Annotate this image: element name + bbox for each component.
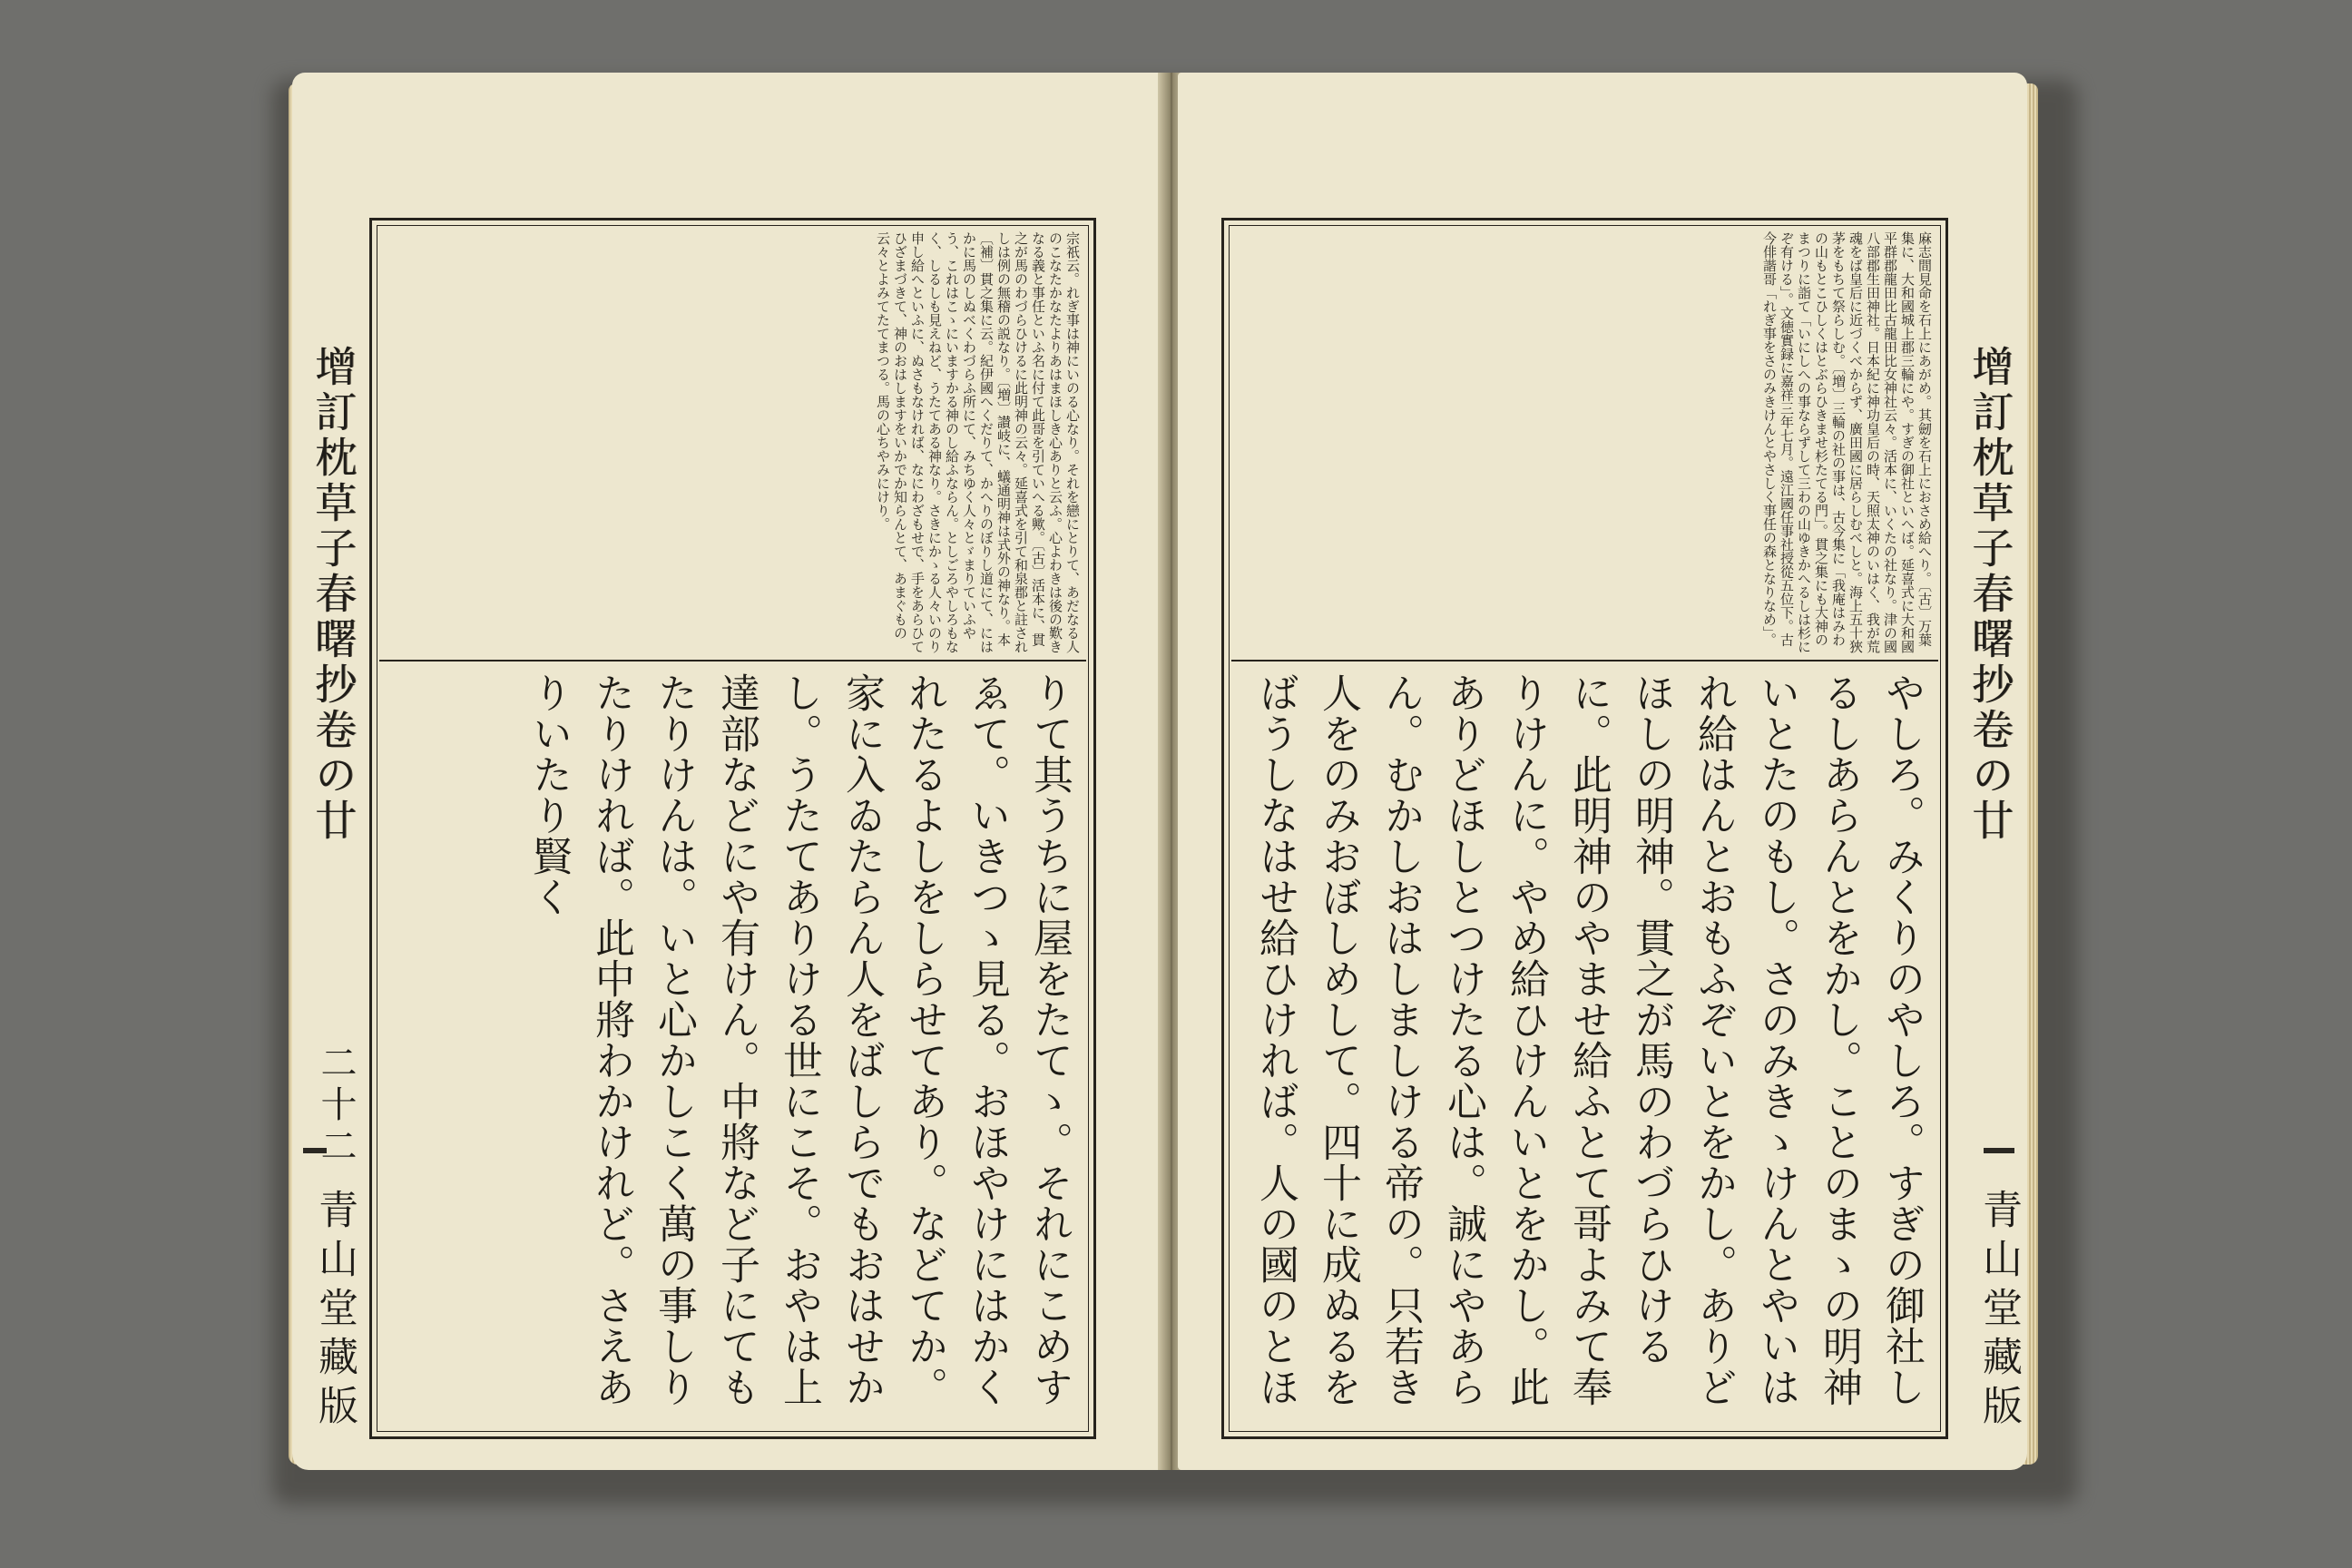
- right-page: [1178, 73, 2027, 1470]
- right-publisher-mark: 青山堂藏版: [1975, 1189, 2022, 1434]
- left-annotation-block: 宗祇云。れぎ事は神にいのる心なり。それを戀にとりて、あだなる人のこなたかなたよりあはまほしき心ありと云ふ。心よわきは後の歎きなる義と事任といふ名に付て此哥を引ていへる歟。〔古〕活本に、貫之が馬のわづらひけるに此明神の云々。延喜式を引て和泉郡と註されしは例の無稽の説なり。〔増〕讃岐に、蟻通明神は式外の神なり。本〔補〕貫之集に云。紀伊國へくだりて、かへりのぼりし道にて、にはかに馬のしぬべくわづらふ所にて、みちゆく人々とゞまりていふやう、これはこゝにいますかる神のし給ふならん。としごろやしろもなく、しるしも見えねど、うたてある神なり。さきにかゝる人々いのり申し給へといふに、ぬさもなければ、なにわざもせで、手をあらひてひざまづきて、神のおはしますをいかでか知らんとて、あまぐもの云々とよみてたてまつる。馬の心ちやみにけり。: [875, 231, 1081, 653]
- left-text-frame: [369, 218, 1096, 1439]
- left-main-text: りて其うちに屋をたてゝ。それにこめすゑて。いきつゝ見る。おほやけにはかくれたるよしをしらせてあり。などてか。家に入ゐたらん人をばしらでもおはせかし。うたてありける世にこそ。おやは上達部などにや有けん。中將など子にてもたりけんは。いと心かしこく萬の事しりたりければ。此中將わかけれど。さえありいたり賢く: [525, 672, 1073, 1407]
- right-main-text: やしろ。みくりのやしろ。すぎの御社しるしあらんとをかし。ことのまゝの明神いとたのもし。さのみきゝけんとやいはれ給はんとおもふぞいとをかし。ありどほしの明神。貫之が馬のわづらひけるに。此明神のやませ給ふとて哥よみて奉りけんに。やめ給ひけんいとをかし。此ありどほしとつけたる心は。誠にやあらん。むかしおはしましける帝の。只若き人をのみおぼしめして。四十に成ぬるをばうしなはせ給ひければ。人の國のとほ: [1252, 672, 1925, 1407]
- right-margin-title: 增訂枕草子春曙抄卷の廿: [1965, 345, 2014, 844]
- right-margin-mark: [1984, 1148, 2014, 1153]
- right-annotation-block: 麻志間見命を石上にあがめ。其劒を石上におさめ給へり。〔古〕万葉集に、大和國城上郡三輪にや。すぎの御社といへば。延喜式に大和國平群郡龍田比古龍田比女神社云々。活本に、いくたの社なり。津の國八部郡生田神社。日本紀に神功皇后の時、天照太神のいはく、我が荒魂をば皇后に近づくべからず、廣田國に居らしむべしと。海上五十狹茅をもちて祭らしむ。〔増〕三輪の社の事は、古今集に「我庵はみわの山もとこひしくはとぶらひきませ杉たてる門」。貫之集にも大神のまつりに詣て「いにしへの事ならずして三わの山ゆきかへるしは杉にぞ有ける」。文徳實録に嘉祥三年七月。遠江國任事社授從五位下。古今俳諧哥「れぎ事をさのみきけんとやさしく事任の森となりなめ」。: [1761, 231, 1933, 653]
- left-page-number: 二十二: [315, 1044, 357, 1169]
- left-publisher-mark: 青山堂藏版: [311, 1189, 358, 1434]
- right-text-frame: [1221, 218, 1948, 1439]
- right-annotation-divider: [1231, 660, 1938, 662]
- left-page: [292, 73, 1165, 1470]
- left-annotation-divider: [379, 660, 1086, 662]
- left-margin-title: 增訂枕草子春曙抄卷の廿: [309, 345, 358, 844]
